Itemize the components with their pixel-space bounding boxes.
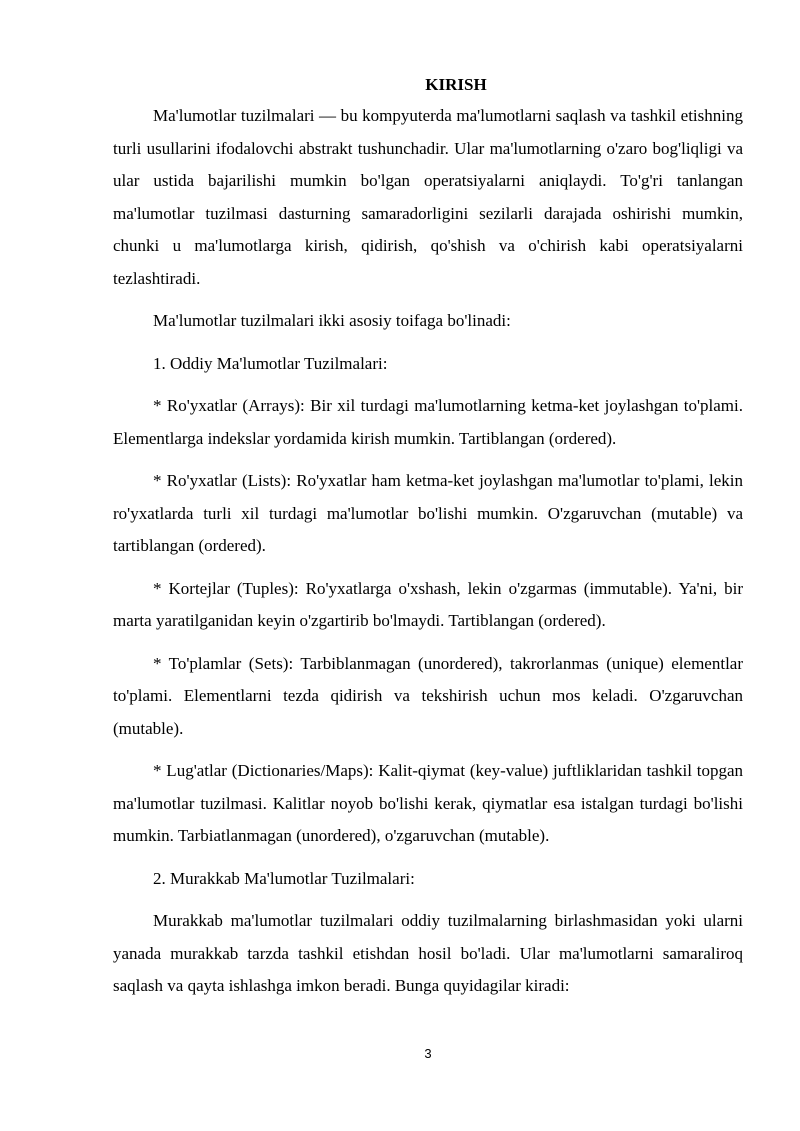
paragraph-complex: Murakkab ma'lumotlar tuzilmalari oddiy tuzilmalarning birlashmasidan yoki ularni yanada murakkab tarzda tashkil etishdan hosil bo'ladi. Ular ma'lumotlarni samaraliroq saqlash va qayta ishlashga imkon beradi. Bunga quyidagilar kiradi: (113, 911, 743, 995)
list-item-lists: * Ro'yxatlar (Lists): Ro'yxatlar ham ketma-ket joylashgan ma'lumotlar to'plami, lekin ro'yxatlarda turli xil turdagi ma'lumotlar bo'lishi mumkin. O'zgaruvchan (mutable) va tartiblangan (ordered). (113, 471, 743, 555)
paragraph-categories: Ma'lumotlar tuzilmalari ikki asosiy toifaga bo'linadi: (153, 311, 511, 330)
heading-simple-structures: 1. Oddiy Ma'lumotlar Tuzilmalari: (153, 353, 388, 373)
section-title: KIRISH (425, 75, 487, 94)
paragraph-intro: Ma'lumotlar tuzilmalari — bu kompyuterda ma'lumotlarni saqlash va tashkil etishning turli usullarini ifodalovchi abstrakt tushunchadir. Ular ma'lumotlarning o'zaro bog'liqligi va ular ustida bajarilishi mumkin bo'lgan operatsiyalarni aniqlaydi. To'g'ri tanlangan ma'lumotlar tuzilmasi dasturning samaradorligini sezilarli darajada oshirishi mumkin, chunki u ma'lumotlarga kirish, qidirish, qo'shish va o'chirish kabi operatsiyalarni tezlashtiradi. (113, 106, 743, 288)
heading-complex-structures: 2. Murakkab Ma'lumotlar Tuzilmalari: (153, 868, 415, 888)
list-item-arrays: * Ro'yxatlar (Arrays): Bir xil turdagi ma'lumotlarning ketma-ket joylashgan to'plami. Elementlarga indekslar yordamida kirish mumkin. Tartiblangan (ordered). (113, 396, 743, 448)
page-number: 3 (424, 1046, 432, 1061)
list-item-sets: * To'plamlar (Sets): Tarbiblanmagan (unordered), takrorlanmas (unique) elementlar to'plami. Elementlarni tezda qidirish va tekshirish uchun mos keladi. O'zgaruvchan (mutable). (113, 653, 743, 738)
list-item-tuples: * Kortejlar (Tuples): Ro'yxatlarga o'xshash, lekin o'zgarmas (immutable). Ya'ni, bir marta yaratilganidan keyin o'zgartirib bo'lmaydi. Tartiblangan (ordered). (113, 578, 743, 630)
list-item-dictionaries: * Lug'atlar (Dictionaries/Maps): Kalit-qiymat (key-value) juftliklaridan tashkil topgan ma'lumotlar tuzilmasi. Kalitlar noyob bo'lishi kerak, qiymatlar esa istalgan turdagi bo'lishi mumkin. Tarbiatlanmagan (unordered), o'zgaruvchan (mutable). (113, 761, 743, 845)
